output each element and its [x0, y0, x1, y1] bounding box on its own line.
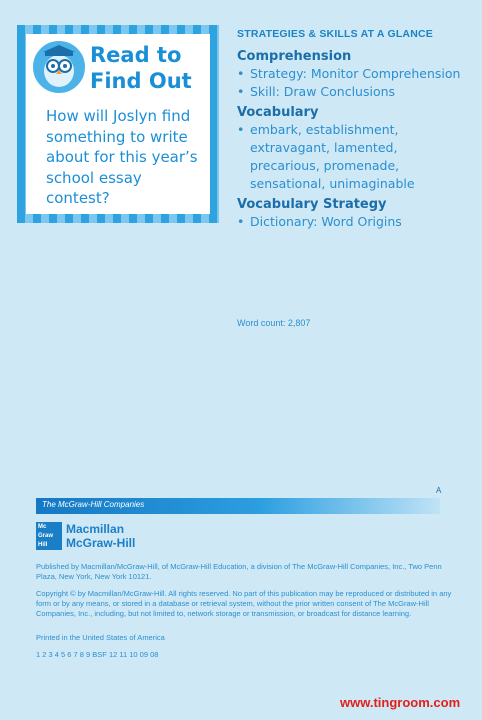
owl-icon [30, 38, 88, 96]
list-item: • Strategy: Monitor Comprehension [237, 65, 467, 83]
read-to-find-out-box [26, 34, 210, 214]
section-title: Vocabulary Strategy [237, 197, 387, 212]
printed-in-text: Printed in the United States of America [36, 633, 165, 642]
title-line-2: Find Out [90, 69, 192, 93]
list-item: • Skill: Draw Conclusions [237, 83, 467, 101]
logo-box-line: Hill [38, 542, 48, 548]
logo-line-2: McGraw-Hill [66, 536, 136, 550]
strategies-heading: STRATEGIES & SKILLS AT A GLANCE [237, 28, 433, 40]
list-item: • embark, establishment, extravagant, lamented, precarious, promenade, sensational, unimaginable [237, 121, 467, 193]
mcgraw-hill-logo-icon [36, 522, 62, 550]
logo-box-line: Graw [38, 533, 54, 539]
logo-box-line: Mc [38, 524, 47, 530]
publisher-bar-text: The McGraw-Hill Companies [42, 500, 145, 509]
section-title: Vocabulary [237, 105, 319, 120]
list-item: • Dictionary: Word Origins [237, 213, 467, 231]
watermark: www.tingroom.com [340, 695, 461, 710]
guiding-question: How will Joslyn find something to write about for this year’s school essay contest? [46, 107, 198, 207]
section-vocabulary-strategy [237, 197, 467, 231]
level-mark: A [436, 486, 442, 495]
word-count: Word count: 2,807 [237, 318, 311, 328]
publisher-bar [36, 498, 440, 514]
title-line-1: Read to [90, 43, 182, 67]
section-title: Comprehension [237, 49, 352, 64]
published-by-text: Published by Macmillan/McGraw-Hill, of McGraw-Hill Education, a division of The McGraw-Hill Companies, Inc., Two Penn Plaza, New York, New York 10121. [36, 562, 442, 581]
strategies-column [237, 28, 467, 235]
read-to-find-out-title [90, 42, 208, 94]
print-run-numbers: 1 2 3 4 5 6 7 8 9 BSF 12 11 10 09 08 [36, 650, 159, 659]
section-vocabulary [237, 105, 467, 193]
section-comprehension [237, 49, 467, 101]
publisher-logo-text [66, 522, 135, 550]
logo-line-1: Macmillan [66, 522, 125, 536]
copyright-text: Copyright © by Macmillan/McGraw-Hill. All rights reserved. No part of this publication may be reproduced or distributed in any form or by any means, or stored in a database or retrieval system, without the prior written consent of The McGraw-Hill Companies, Inc., including, but not limited to, network storage or transmission, or broadcast for distance learning. [36, 589, 452, 618]
